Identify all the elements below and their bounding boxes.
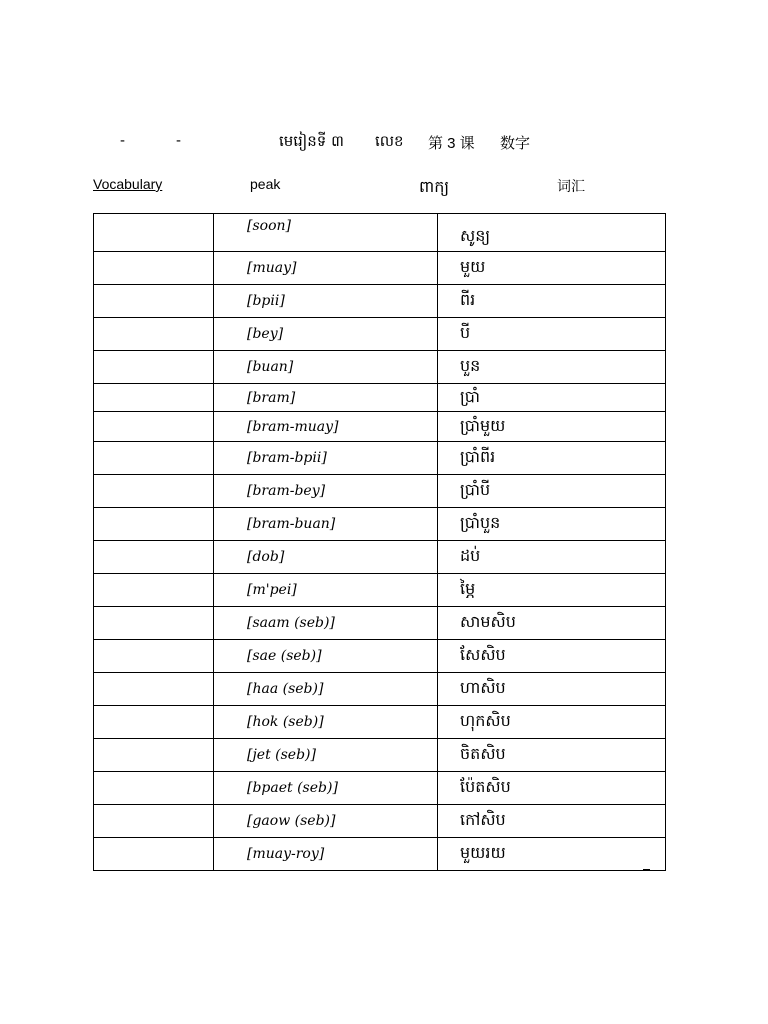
table-row (94, 214, 666, 252)
english-cell (94, 805, 214, 838)
romanized-cell: [bram-buan] (214, 508, 438, 541)
table-edge-tick (643, 869, 650, 870)
english-cell (94, 285, 214, 318)
table-row (94, 706, 666, 739)
vocab-label-khmer: ពាក្យ (419, 177, 450, 196)
english-cell (94, 508, 214, 541)
khmer-cell: ហុកសិប (438, 706, 666, 739)
english-cell (94, 442, 214, 475)
romanized-cell: [bram-muay] (214, 412, 438, 442)
vocab-label-english: Vocabulary (93, 176, 163, 192)
topic-title-khmer: លេខ (375, 132, 404, 150)
romanized-cell: [haa (seb)] (214, 673, 438, 706)
english-cell (94, 706, 214, 739)
romanized-cell: [hok (seb)] (214, 706, 438, 739)
table-row (94, 838, 666, 871)
khmer-cell: ប្រាំបី (438, 475, 666, 508)
table-row (94, 412, 666, 442)
romanized-cell: [bram-bpii] (214, 442, 438, 475)
romanized-cell: [soon] (214, 214, 438, 252)
english-cell (94, 640, 214, 673)
table-row (94, 384, 666, 412)
khmer-cell: ម្ភៃ (438, 574, 666, 607)
topic-title-chinese: 数字 (500, 135, 531, 152)
khmer-cell: ហាសិប (438, 673, 666, 706)
table-row (94, 252, 666, 285)
romanized-cell: [muay] (214, 252, 438, 285)
romanized-cell: [bram-bey] (214, 475, 438, 508)
table-row (94, 772, 666, 805)
vocab-label-romanized: peak (250, 176, 281, 192)
table-row (94, 442, 666, 475)
romanized-cell: [bpii] (214, 285, 438, 318)
khmer-cell: កៅសិប (438, 805, 666, 838)
table-row (94, 285, 666, 318)
romanized-cell: [bpaet (seb)] (214, 772, 438, 805)
english-cell (94, 838, 214, 871)
header-dash-2: - (176, 132, 181, 149)
khmer-cell: បួន (438, 351, 666, 384)
table-row (94, 640, 666, 673)
english-cell (94, 673, 214, 706)
lesson-title-khmer: មេរៀនទី ៣ (279, 132, 344, 150)
table-row (94, 475, 666, 508)
khmer-cell: មួយរយ (438, 838, 666, 871)
romanized-cell: [dob] (214, 541, 438, 574)
header-dash-1: - (120, 132, 125, 149)
khmer-cell: បី (438, 318, 666, 351)
romanized-cell: [bram] (214, 384, 438, 412)
table-row (94, 805, 666, 838)
table-row (94, 318, 666, 351)
khmer-cell: ប្រាំមួយ (438, 412, 666, 442)
english-cell (94, 541, 214, 574)
english-cell (94, 214, 214, 252)
english-cell (94, 252, 214, 285)
lesson-title-chinese: 第 3 课 (428, 135, 475, 152)
romanized-cell: [sae (seb)] (214, 640, 438, 673)
khmer-cell: ដប់ (438, 541, 666, 574)
romanized-cell: [buan] (214, 351, 438, 384)
table-row (94, 574, 666, 607)
english-cell (94, 475, 214, 508)
table-row (94, 541, 666, 574)
english-cell (94, 351, 214, 384)
romanized-cell: [gaow (seb)] (214, 805, 438, 838)
english-cell (94, 607, 214, 640)
khmer-cell: មួយ (438, 252, 666, 285)
table-row (94, 607, 666, 640)
khmer-cell: ប្រាំ (438, 384, 666, 412)
khmer-cell: ប្រាំពីរ (438, 442, 666, 475)
khmer-cell: សែសិប (438, 640, 666, 673)
romanized-cell: [jet (seb)] (214, 739, 438, 772)
khmer-cell: ពីរ (438, 285, 666, 318)
table-row (94, 508, 666, 541)
english-cell (94, 384, 214, 412)
romanized-cell: [bey] (214, 318, 438, 351)
table-row (94, 673, 666, 706)
english-cell (94, 412, 214, 442)
english-cell (94, 574, 214, 607)
khmer-cell: ប្រាំបួន (438, 508, 666, 541)
romanized-cell: [saam (seb)] (214, 607, 438, 640)
english-cell (94, 772, 214, 805)
khmer-cell: សាមសិប (438, 607, 666, 640)
vocab-label-chinese: 词汇 (557, 178, 585, 194)
khmer-cell: ប៉ែតសិប (438, 772, 666, 805)
english-cell (94, 739, 214, 772)
english-cell (94, 318, 214, 351)
table-row (94, 739, 666, 772)
khmer-cell: ចិតសិប (438, 739, 666, 772)
romanized-cell: [m'pei] (214, 574, 438, 607)
vocabulary-table (93, 213, 666, 871)
romanized-cell: [muay-roy] (214, 838, 438, 871)
khmer-cell: សូន្យ (438, 214, 666, 252)
table-row (94, 351, 666, 384)
